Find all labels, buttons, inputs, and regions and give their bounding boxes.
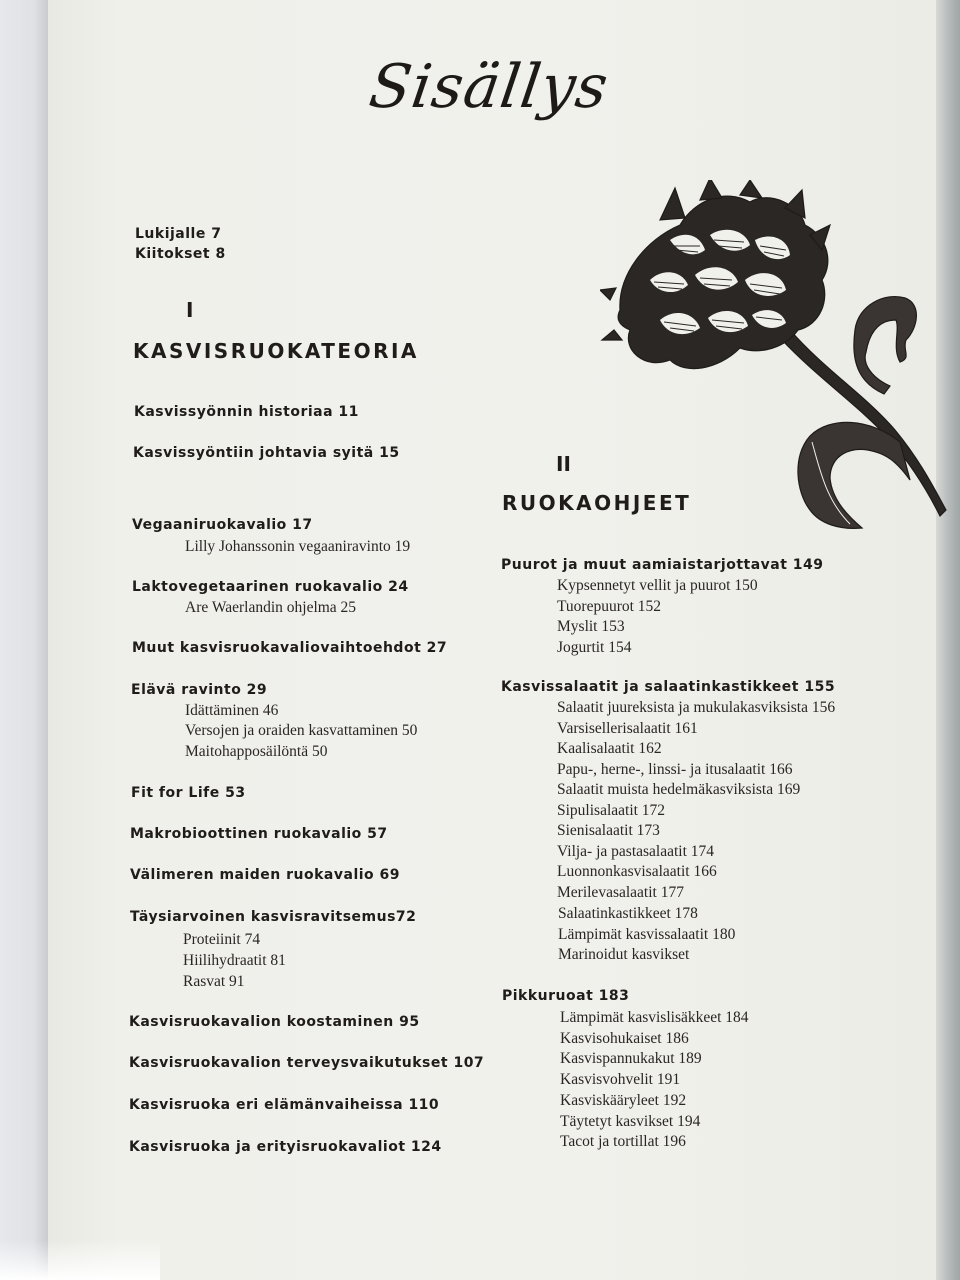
toc-section: Kasvisruoka ja erityisruokavaliot 124 [129, 1139, 442, 1155]
toc-subsection: Kypsennetyt vellit ja puurot 150 [557, 577, 758, 594]
toc-subsection: Salaatit juureksista ja mukulakasviksista 156 [557, 699, 836, 716]
toc-subsection: Kaalisalaatit 162 [557, 740, 662, 757]
artichoke-illustration [600, 180, 950, 550]
toc-subsection: Versojen ja oraiden kasvattaminen 50 [185, 722, 418, 739]
toc-subsection: Maitohapposäilöntä 50 [185, 743, 328, 760]
toc-subsection: Merilevasalaatit 177 [557, 884, 684, 901]
toc-section: Fit for Life 53 [131, 785, 246, 801]
toc-section: Elävä ravinto 29 [131, 682, 268, 698]
toc-subsection: Täytetyt kasvikset 194 [560, 1113, 701, 1130]
part-heading: KASVISRUOKATEORIA [133, 339, 419, 363]
toc-subsection: Kasviskääryleet 192 [560, 1092, 687, 1109]
toc-section: Kasvissyönnin historiaa 11 [134, 404, 359, 420]
toc-section: Kasvisruoka eri elämänvaiheissa 110 [129, 1097, 440, 1113]
toc-section: Laktovegetaarinen ruokavalio 24 [132, 579, 409, 595]
toc-subsection: Kasvisvohvelit 191 [560, 1071, 681, 1088]
toc-subsection: Salaatinkastikkeet 178 [558, 905, 698, 922]
toc-section: Täysiarvoinen kasvisravitsemus72 [130, 909, 417, 925]
toc-subsection: Papu-, herne-, linssi- ja itusalaatit 166 [557, 761, 793, 778]
toc-section: Kasvisruokavalion koostaminen 95 [129, 1014, 420, 1030]
toc-section: Kasvissalaatit ja salaatinkastikkeet 155 [501, 679, 836, 695]
toc-section: Pikkuruoat 183 [502, 988, 630, 1004]
toc-subsection: Salaatit muista hedelmäkasviksista 169 [557, 781, 801, 798]
toc-subsection: Varsisellerisalaatit 161 [557, 720, 698, 737]
toc-subsection: Sienisalaatit 173 [557, 822, 660, 839]
toc-subsection: Rasvat 91 [183, 973, 245, 990]
toc-subsection: Luonnonkasvisalaatit 166 [557, 863, 717, 880]
toc-section: Puurot ja muut aamiaistarjottavat 149 [501, 557, 824, 573]
toc-subsection: Vilja- ja pastasalaatit 174 [557, 843, 715, 860]
part-numeral: II [556, 452, 571, 476]
toc-subsection: Marinoidut kasvikset [558, 946, 690, 963]
toc-subsection: Lilly Johanssonin vegaaniravinto 19 [185, 538, 411, 555]
left-page-margin [0, 0, 48, 1280]
toc-subsection: Tacot ja tortillat 196 [560, 1133, 686, 1150]
toc-section: Kasvissyöntiin johtavia syitä 15 [133, 445, 400, 461]
toc-subsection: Myslit 153 [557, 618, 625, 635]
toc-subsection: Are Waerlandin ohjelma 25 [185, 599, 357, 616]
toc-entry: Lukijalle 7 [135, 226, 222, 242]
toc-subsection: Kasvispannukakut 189 [560, 1050, 702, 1067]
part-numeral: I [186, 298, 194, 322]
toc-entry: Kiitokset 8 [135, 246, 226, 262]
toc-subsection: Hiilihydraatit 81 [183, 952, 286, 969]
toc-section: Muut kasvisruokavaliovaihtoehdot 27 [132, 640, 448, 656]
toc-subsection: Jogurtit 154 [557, 639, 632, 656]
toc-section: Vegaaniruokavalio 17 [132, 517, 313, 533]
toc-section: Kasvisruokavalion terveysvaikutukset 107 [129, 1055, 485, 1071]
toc-section: Välimeren maiden ruokavalio 69 [130, 867, 401, 883]
toc-subsection: Proteiinit 74 [183, 931, 261, 948]
toc-section: Makrobioottinen ruokavalio 57 [130, 826, 388, 842]
toc-subsection: Lämpimät kasvissalaatit 180 [558, 926, 736, 943]
toc-subsection: Sipulisalaatit 172 [557, 802, 666, 819]
toc-subsection: Lämpimät kasvislisäkkeet 184 [560, 1009, 749, 1026]
toc-subsection: Idättäminen 46 [185, 702, 279, 719]
paper-corner [0, 1240, 160, 1280]
page-title: Sisällys [365, 52, 613, 122]
toc-subsection: Tuorepuurot 152 [557, 598, 662, 615]
toc-subsection: Kasvisohukaiset 186 [560, 1030, 689, 1047]
part-heading: RUOKAOHJEET [502, 491, 692, 515]
